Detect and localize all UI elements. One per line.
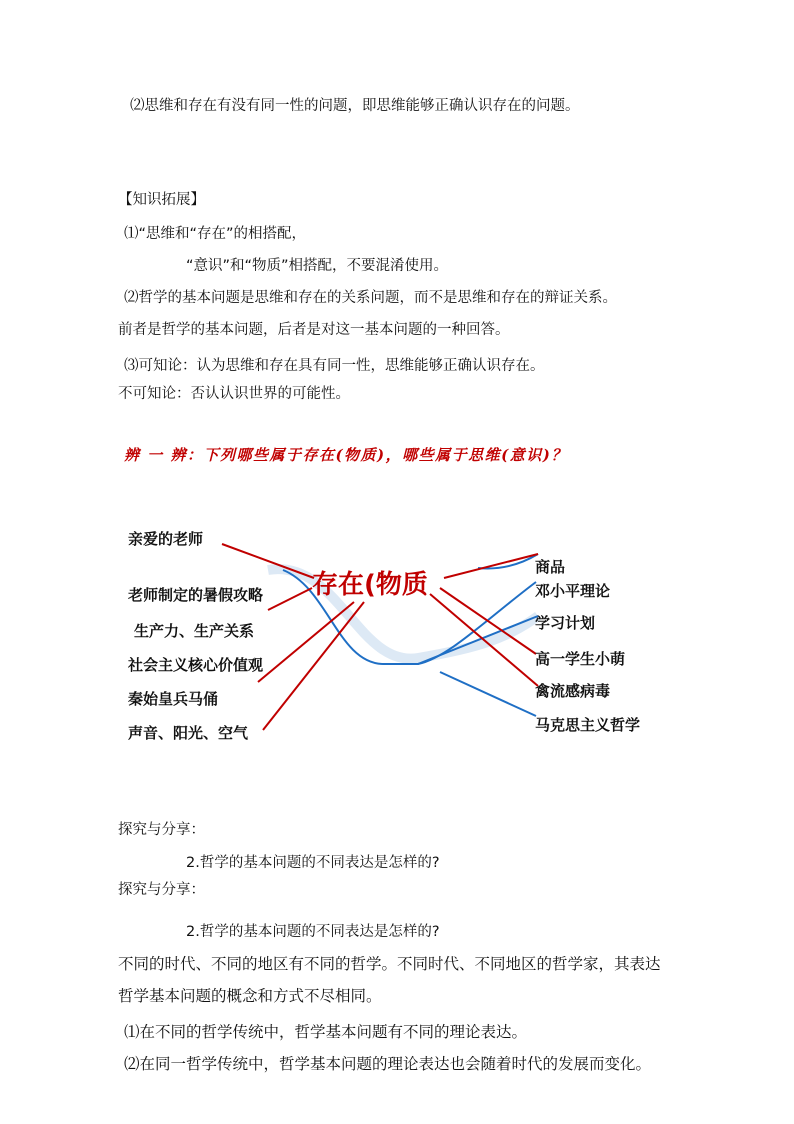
text-line-pairing-2: “意识”和“物质”相搭配，不要混淆使用。 (186, 258, 449, 274)
red-line-7 (430, 594, 538, 686)
explore-point-2: ⑵在同一哲学传统中，哲学基本问题的理论表达也会随着时代的发展而变化。 (124, 1055, 652, 1073)
text-line-pairing-1: ⑴“思维和“存在”的相搭配， (124, 226, 307, 242)
term-left-1: 亲爱的老师 (128, 530, 204, 548)
red-line-2 (268, 588, 312, 610)
center-label-existence: 存在(物质 (312, 570, 428, 600)
term-right-2: 邓小平理论 (535, 582, 611, 600)
term-left-2: 老师制定的暑假攻略 (128, 586, 264, 604)
question-heading: 辨 一 辨：下列哪些属于存在(物质)，哪些属于思维(意识)？ (124, 446, 568, 464)
text-line-basic-question: ⑵哲学的基本问题是思维和存在的关系问题，而不是思维和存在的辩证关系。 (124, 290, 617, 306)
blue-line-2 (418, 616, 538, 664)
red-line-3 (258, 602, 354, 682)
matching-diagram (118, 518, 678, 742)
explore-question-1: 2.哲学的基本问题的不同表达是怎样的? (186, 855, 440, 871)
text-line-basic-question-2: 前者是哲学的基本问题，后者是对这一基本问题的一种回答。 (118, 322, 510, 338)
text-line-agnosticism: 不可知论：否认认识世界的可能性。 (118, 386, 350, 402)
explore-paragraph-1: 不同的时代、不同的地区有不同的哲学。不同时代、不同地区的哲学家，其表达 (118, 955, 661, 973)
term-left-4: 社会主义核心价值观 (128, 656, 264, 674)
term-left-6: 声音、阳光、空气 (128, 724, 249, 742)
explore-point-1: ⑴在不同的哲学传统中，哲学基本问题有不同的理论表达。 (124, 1023, 528, 1041)
term-right-3: 学习计划 (535, 614, 596, 632)
section-title-knowledge-extension: 【知识拓展】 (118, 192, 205, 208)
explore-title-2: 探究与分享： (118, 882, 205, 898)
explore-paragraph-2: 哲学基本问题的概念和方式不尽相同。 (118, 987, 382, 1005)
term-right-1: 商品 (535, 558, 566, 576)
term-right-6: 马克思主义哲学 (535, 716, 641, 734)
term-right-4: 高一学生小萌 (535, 650, 626, 668)
red-line-5 (444, 554, 538, 578)
term-left-5: 秦始皇兵马俑 (128, 690, 219, 708)
explore-title-1: 探究与分享： (118, 822, 205, 838)
text-line-thinking-identity: ⑵思维和存在有没有同一性的问题，即思维能够正确认识存在的问题。 (130, 98, 580, 114)
text-line-knowability: ⑶可知论：认为思维和存在具有同一性，思维能够正确认识存在。 (124, 358, 545, 374)
term-left-3: 生产力、生产关系 (134, 622, 255, 640)
red-line-1 (222, 544, 314, 578)
explore-question-2: 2.哲学的基本问题的不同表达是怎样的? (186, 924, 440, 940)
blue-line-3 (440, 672, 536, 716)
term-right-5: 禽流感病毒 (535, 682, 611, 700)
